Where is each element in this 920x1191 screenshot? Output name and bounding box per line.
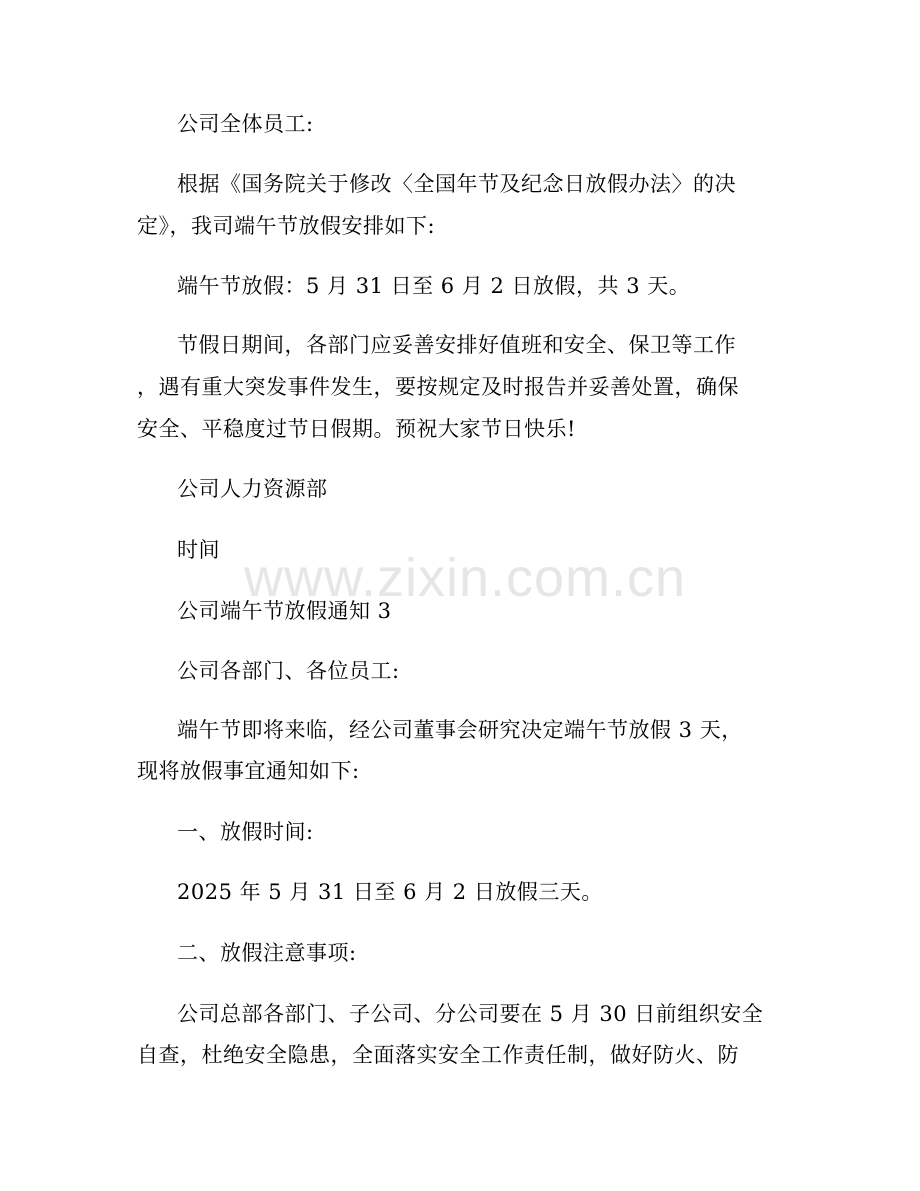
paragraph-line: ，遇有重大突发事件发生，要按规定及时报告并妥善处置，确保 xyxy=(137,375,739,399)
paragraph-line: 定》，我司端午节放假安排如下: xyxy=(137,214,436,238)
signature-department: 公司人力资源部 xyxy=(177,477,328,501)
paragraph-line: 现将放假事宜通知如下: xyxy=(137,759,360,783)
paragraph-line: 根据《国务院关于修改〈全国年节及纪念日放假办法〉的决 xyxy=(177,172,736,196)
paragraph-line: 安全、平稳度过节日假期。预祝大家节日快乐! xyxy=(137,417,576,441)
signature-date-label: 时间 xyxy=(177,538,220,562)
notice-title: 公司端午节放假通知 3 xyxy=(177,599,392,623)
watermark: www.zixin.com.cn xyxy=(243,548,687,608)
paragraph-line: 2025 年 5 月 31 日至 6 月 2 日放假三天。 xyxy=(177,880,603,904)
paragraph-line: 节假日期间，各部门应妥善安排好值班和安全、保卫等工作 xyxy=(177,333,736,357)
section-heading: 一、放假时间: xyxy=(177,820,314,844)
paragraph-line: 端午节即将来临，经公司董事会研究决定端午节放假 3 天， xyxy=(177,718,743,742)
paragraph-line: 端午节放假：5 月 31 日至 6 月 2 日放假，共 3 天。 xyxy=(177,274,691,298)
salutation-line: 公司全体员工: xyxy=(177,112,314,136)
salutation-line: 公司各部门、各位员工: xyxy=(177,659,400,683)
paragraph-line: 公司总部各部门、子公司、分公司要在 5 月 30 日前组织安全 xyxy=(177,1002,764,1026)
paragraph-line: 自查，杜绝安全隐患，全面落实安全工作责任制，做好防火、防 xyxy=(137,1043,739,1067)
section-heading: 二、放假注意事项: xyxy=(177,941,357,965)
